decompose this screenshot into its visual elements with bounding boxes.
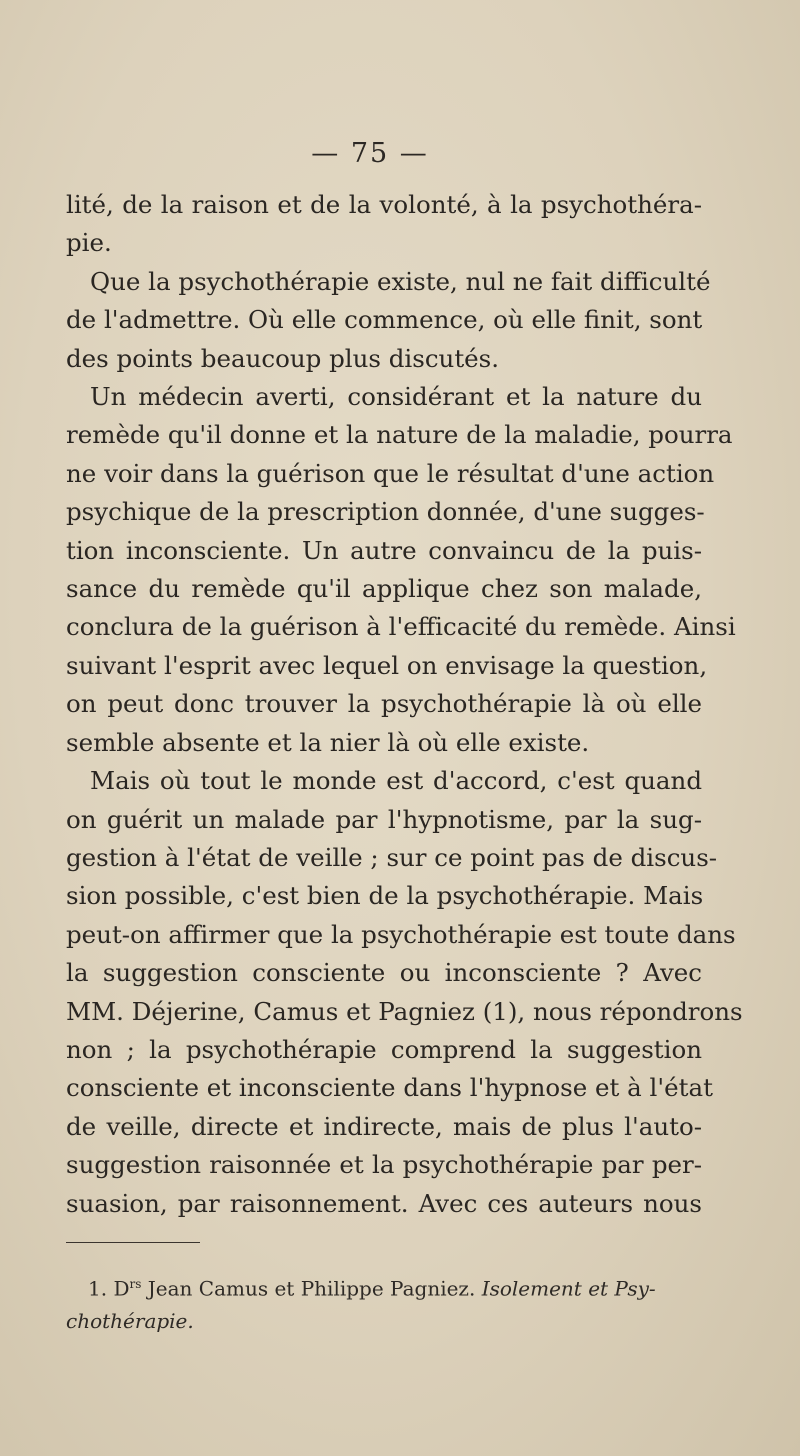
text-line: de l'admettre. Où elle commence, où elle finit, sont bbox=[66, 305, 703, 335]
footnote bbox=[66, 1268, 706, 1337]
paragraph-2 bbox=[66, 263, 711, 378]
text-line: tion inconsciente. Un autre convaincu de la puis- bbox=[66, 535, 702, 565]
footnote-marker: 1. bbox=[88, 1276, 108, 1301]
text-line: suggestion raisonnée et la psychothérapie par per- bbox=[66, 1150, 702, 1180]
paragraph-3 bbox=[66, 378, 736, 762]
text-line: la suggestion consciente ou inconsciente ? Avec bbox=[66, 958, 702, 988]
text-line: des points beaucoup plus discutés. bbox=[66, 343, 500, 373]
text-line: sance du remède qu'il applique chez son malade, bbox=[66, 574, 702, 604]
text-line: sion possible, c'est bien de la psychothérapie. Mais bbox=[66, 881, 704, 911]
text-line: consciente et inconsciente dans l'hypnose et à l'état bbox=[66, 1073, 713, 1103]
text-line: remède qu'il donne et la nature de la maladie, pourra bbox=[66, 420, 733, 450]
text-line: on peut donc trouver la psychothérapie là où elle bbox=[66, 689, 702, 719]
footnote-title: Isolement et Psy- bbox=[481, 1276, 656, 1301]
text-line: semble absente et la nier là où elle existe. bbox=[66, 727, 590, 757]
footnote-prefix: D bbox=[113, 1276, 130, 1301]
text-line: on guérit un malade par l'hypnotisme, par la sug- bbox=[66, 804, 702, 834]
text-line: Que la psychothérapie existe, nul ne fait difficulté bbox=[90, 266, 711, 296]
text-line: suivant l'esprit avec lequel on envisage la question, bbox=[66, 650, 708, 680]
text-line: Un médecin averti, considérant et la nature du bbox=[90, 382, 702, 412]
text-line: ne voir dans la guérison que le résultat d'une action bbox=[66, 458, 715, 488]
footnote-authors: Jean Camus et Philippe Pagniez. bbox=[141, 1276, 482, 1301]
paragraph-1 bbox=[66, 186, 702, 263]
page-number: — 75 — bbox=[311, 138, 429, 169]
footnote-title-continued: chothérapie. bbox=[66, 1308, 194, 1333]
text-line: lité, de la raison et de la volonté, à la psychothéra- bbox=[66, 190, 702, 219]
text-line: Mais où tout le monde est d'accord, c'est quand bbox=[90, 766, 702, 796]
text-line: de veille, directe et indirecte, mais de plus l'auto- bbox=[66, 1111, 702, 1141]
footnote-line bbox=[66, 1268, 706, 1305]
text-line: pie. bbox=[66, 228, 112, 258]
text-line: peut-on affirmer que la psychothérapie est toute dans bbox=[66, 919, 736, 949]
text-line: conclura de la guérison à l'efficacité du remède. Ainsi bbox=[66, 612, 736, 642]
footnote-prefix-superscript: rs bbox=[129, 1277, 142, 1291]
text-line: non ; la psychothérapie comprend la suggestion bbox=[66, 1034, 702, 1064]
text-line: MM. Déjerine, Camus et Pagniez (1), nous répondrons bbox=[66, 996, 743, 1026]
text-line: gestion à l'état de veille ; sur ce point pas de discus- bbox=[66, 842, 718, 872]
paragraph-4 bbox=[66, 762, 743, 1223]
body-text bbox=[66, 186, 743, 1223]
text-line: psychique de la prescription donnée, d'une sugges- bbox=[66, 497, 705, 527]
text-line: suasion, par raisonnement. Avec ces auteurs nous bbox=[66, 1188, 702, 1218]
footnote-divider bbox=[66, 1242, 200, 1243]
